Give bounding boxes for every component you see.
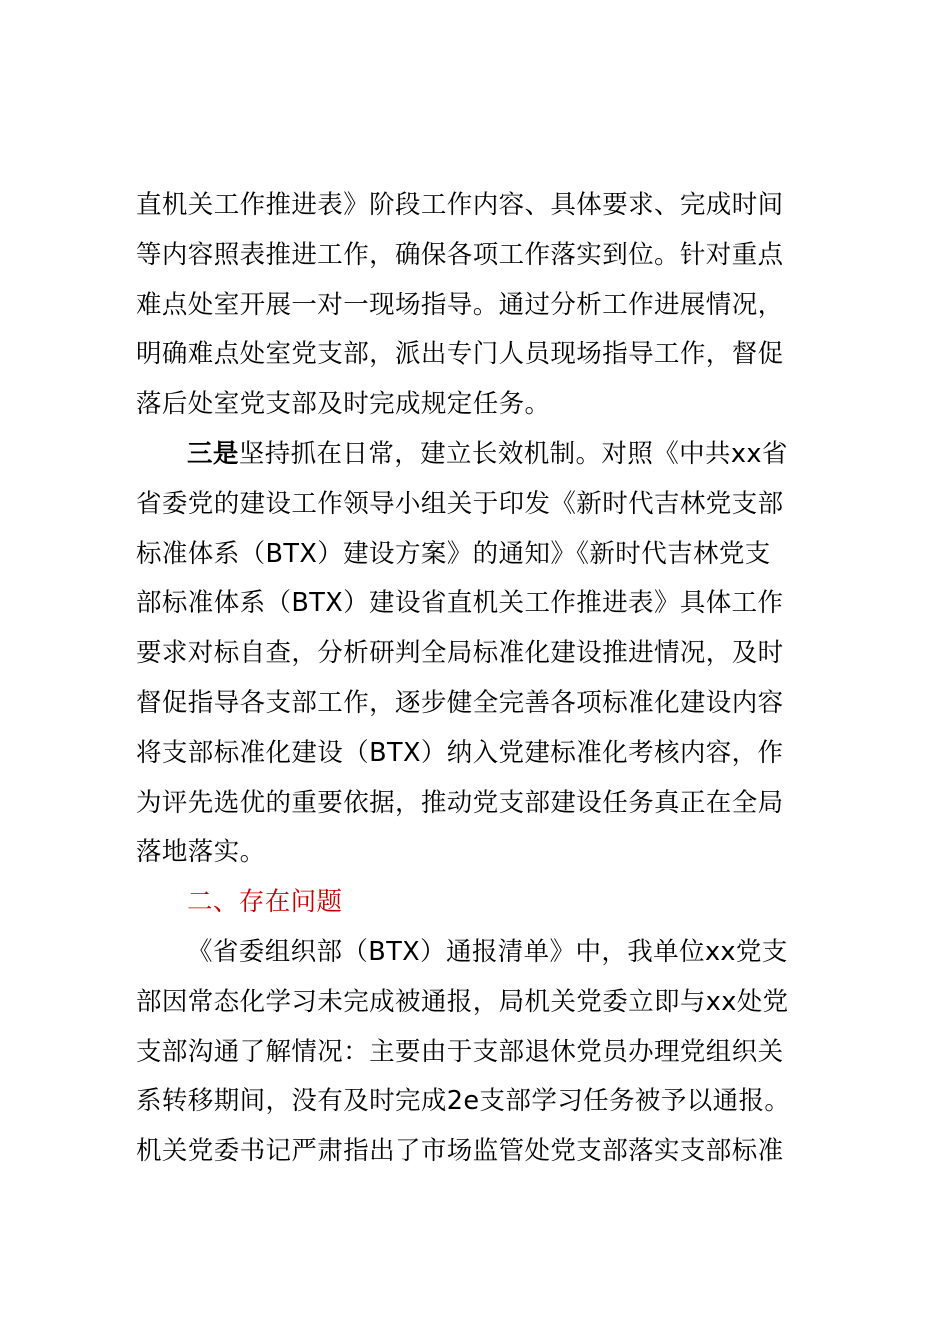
text-line: 要求对标自查，分析研判全局标准化建设推进情况，及时 <box>136 638 784 669</box>
text-line: 落地落实。 <box>136 837 266 868</box>
text-line <box>136 430 836 480</box>
text-line: 部标准体系（BTX）建设省直机关工作推进表》具体工作 <box>136 588 784 619</box>
paragraph-existing-problems <box>136 928 836 1177</box>
text-line: 等内容照表推进工作，确保各项工作落实到位。针对重点 <box>136 239 784 270</box>
text-line: 《省委组织部（BTX）通报清单》中，我单位xx党支 <box>187 936 788 967</box>
text-line: 省委党的建设工作领导小组关于印发《新时代吉林党支部 <box>136 488 784 519</box>
section-heading: 二、存在问题 <box>187 887 343 918</box>
text-line: 将支部标准化建设（BTX）纳入党建标准化考核内容，作 <box>136 737 784 768</box>
document-body <box>136 181 836 1177</box>
text-line: 难点处室开展一对一现场指导。通过分析工作进展情况， <box>136 289 784 320</box>
text-line: 落后处室党支部及时完成规定任务。 <box>136 389 551 420</box>
paragraph-lead-bold: 三是 <box>187 438 239 469</box>
text-line: 标准体系（BTX）建设方案》的通知》《新时代吉林党支 <box>136 538 771 569</box>
paragraph-work-progress <box>136 181 836 430</box>
text-line: 部因常态化学习未完成被通报，局机关党委立即与xx处党 <box>136 986 789 1017</box>
text-line: 系转移期间，没有及时完成2e支部学习任务被予以通报。 <box>136 1086 791 1117</box>
text-line: 明确难点处室党支部，派出专门人员现场指导工作，督促 <box>136 339 784 370</box>
text-line: 机关党委书记严肃指出了市场监管处党支部落实支部标准 <box>136 1136 784 1167</box>
paragraph-long-term-mechanism <box>136 430 836 878</box>
text-line: 督促指导各支部工作，逐步健全完善各项标准化建设内容 <box>136 687 784 718</box>
paragraph-first-line-text: 坚持抓在日常，建立长效机制。对照《中共xx省 <box>238 438 788 469</box>
text-line: 直机关工作推进表》阶段工作内容、具体要求、完成时间 <box>136 190 784 220</box>
text-line: 为评先选优的重要依据，推动党支部建设任务真正在全局 <box>136 787 784 818</box>
text-line: 支部沟通了解情况：主要由于支部退休党员办理党组织关 <box>136 1036 784 1067</box>
